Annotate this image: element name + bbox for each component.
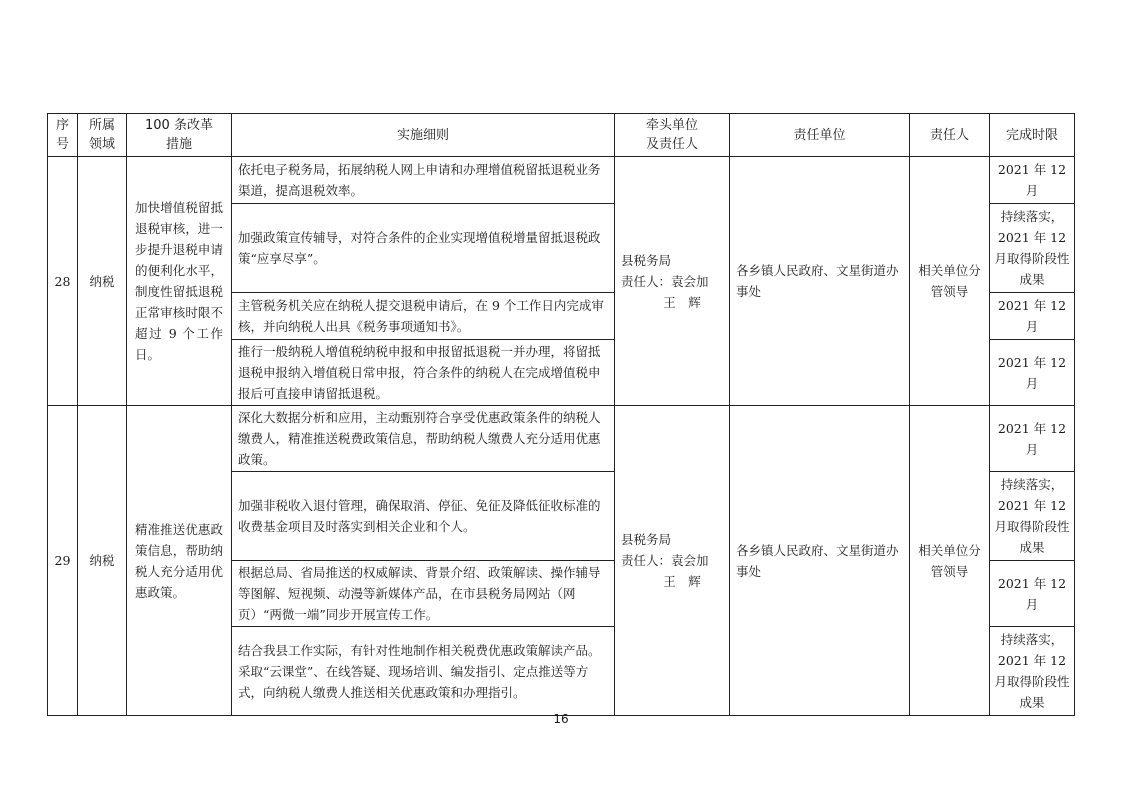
page-number: 16	[553, 712, 569, 726]
deadline-item: 2021 年 12 月	[990, 157, 1075, 204]
header-person: 责任人	[910, 114, 990, 157]
deadline-item: 2021 年 12 月	[990, 340, 1075, 406]
deadline-item: 持续落实，2021 年 12 月取得阶段性成果	[990, 472, 1075, 561]
row-measure: 加快增值税留抵退税审核，进一步提升退税申请的便利化水平，制度性留抵退税正常审核时限不超过 9 个工作日。	[127, 157, 232, 406]
detail-item: 主管税务机关应在纳税人提交退税申请后，在 9 个工作日内完成审核，并向纳税人出具《税务事项通知书》。	[232, 293, 615, 340]
reform-measures-table	[47, 113, 1075, 716]
deadline-item: 2021 年 12 月	[990, 293, 1075, 340]
row-domain: 纳税	[78, 406, 127, 716]
row-resp-unit: 各乡镇人民政府、文星街道办事处	[730, 157, 910, 406]
lead-person-2: 王 辉	[663, 294, 701, 310]
row-resp-unit: 各乡镇人民政府、文星街道办事处	[730, 406, 910, 716]
row-lead	[615, 406, 730, 716]
header-deadline: 完成时限	[990, 114, 1075, 157]
row-resp-person: 相关单位分管领导	[910, 406, 990, 716]
row-seq: 28	[48, 157, 78, 406]
lead-unit: 县税务局	[621, 252, 672, 268]
row-seq: 29	[48, 406, 78, 716]
header-unit: 责任单位	[730, 114, 910, 157]
deadline-item: 持续落实，2021 年 12 月取得阶段性成果	[990, 627, 1075, 716]
header-detail: 实施细则	[232, 114, 615, 157]
header-lead: 牵头单位 及责任人	[615, 114, 730, 157]
lead-person: 责任人：袁会加	[621, 553, 709, 568]
row-domain: 纳税	[78, 157, 127, 406]
detail-item: 深化大数据分析和应用，主动甄别符合享受优惠政策条件的纳税人缴费人，精准推送税费政策信息，帮助纳税人缴费人充分适用优惠政策。	[232, 406, 615, 472]
table-header-row	[48, 114, 1075, 157]
lead-person: 责任人：袁会加	[621, 273, 709, 289]
deadline-item: 2021 年 12 月	[990, 561, 1075, 627]
detail-item: 结合我县工作实际，有针对性地制作相关税费优惠政策解读产品。采取“云课堂”、在线答疑、现场培训、编发指引、定点推送等方式，向纳税人缴费人推送相关优惠政策和办理指引。	[232, 627, 615, 716]
lead-person-2: 王 辉	[663, 574, 701, 589]
detail-item: 依托电子税务局，拓展纳税人网上申请和办理增值税留抵退税业务渠道，提高退税效率。	[232, 157, 615, 204]
table-row	[48, 406, 1075, 472]
detail-item: 加强政策宣传辅导，对符合条件的企业实现增值税增量留抵退税政策“应享尽享”。	[232, 204, 615, 293]
detail-item: 推行一般纳税人增值税纳税申报和申报留抵退税一并办理，将留抵退税申报纳入增值税日常申报，符合条件的纳税人在完成增值税申报后可直接申请留抵退税。	[232, 340, 615, 406]
deadline-item: 2021 年 12 月	[990, 406, 1075, 472]
header-domain: 所属 领域	[78, 114, 127, 157]
lead-unit: 县税务局	[621, 532, 672, 547]
detail-item: 加强非税收入退付管理，确保取消、停征、免征及降低征收标准的收费基金项目及时落实到相关企业和个人。	[232, 472, 615, 561]
deadline-item: 持续落实，2021 年 12 月取得阶段性成果	[990, 204, 1075, 293]
header-measure: 100 条改革 措施	[127, 114, 232, 157]
detail-item: 根据总局、省局推送的权威解读、背景介绍、政策解读、操作辅导等图解、短视频、动漫等新媒体产品，在市县税务局网站（网页）“两微一端”同步开展宣传工作。	[232, 561, 615, 627]
row-resp-person: 相关单位分管领导	[910, 157, 990, 406]
row-measure: 精准推送优惠政策信息，帮助纳税人充分适用优惠政策。	[127, 406, 232, 716]
header-seq: 序 号	[48, 114, 78, 157]
row-lead	[615, 157, 730, 406]
table-row	[48, 157, 1075, 204]
